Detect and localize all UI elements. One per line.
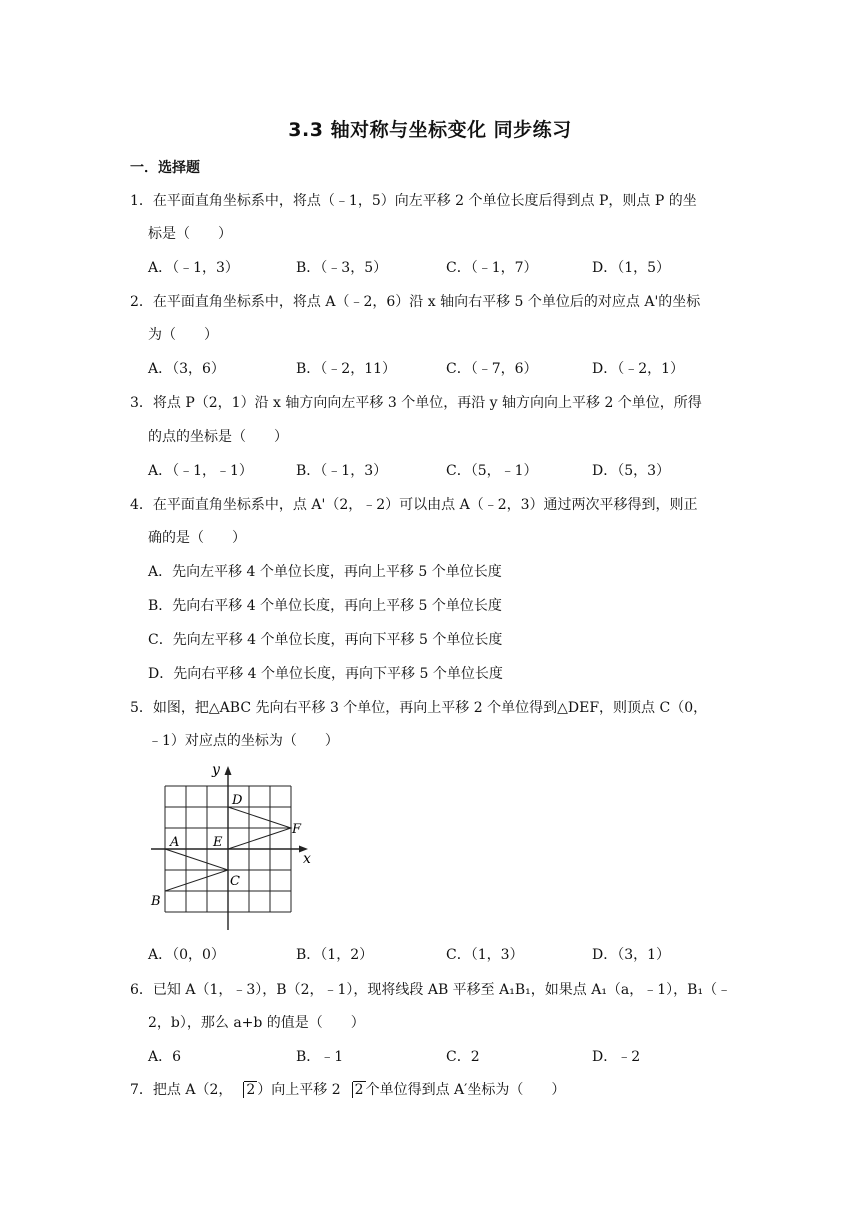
q4-option-c[interactable]: C．先向左平移 4 个单位长度，再向下平移 5 个单位长度	[148, 632, 503, 648]
point-d-label: D	[232, 793, 243, 808]
y-axis-arrow	[225, 766, 232, 775]
q3-option-b[interactable]: B．（﹣1，3）	[296, 463, 388, 479]
point-a-label: A	[170, 835, 180, 850]
q7-text-post: 个单位得到点 A′坐标为（ ）	[365, 1082, 566, 1098]
question-6-line-2: 2，b），那么 a+b 的值是（ ）	[148, 1015, 365, 1031]
question-3-line-1: 3．将点 P（2，1）沿 x 轴方向向左平移 3 个单位，再沿 y 轴方向向上平移 2 个单位，所得	[130, 395, 702, 411]
q5-option-b[interactable]: B．（1，2）	[296, 947, 374, 963]
q6-option-c[interactable]: C．2	[446, 1049, 480, 1065]
question-5-line-2: ﹣1）对应点的坐标为（ ）	[148, 733, 339, 749]
q7-text-pre: 7．把点 A（2，	[130, 1082, 233, 1098]
question-4-line-1: 4．在平面直角坐标系中，点 A'（2，﹣2）可以由点 A（﹣2，3）通过两次平移得到，则正	[130, 497, 698, 513]
q4-option-d[interactable]: D．先向右平移 4 个单位长度，再向下平移 5 个单位长度	[148, 666, 503, 682]
point-f-label: F	[292, 822, 302, 837]
q1-option-c[interactable]: C．（﹣1，7）	[446, 260, 538, 276]
page-title: 3.3 轴对称与坐标变化 同步练习	[288, 119, 572, 141]
point-e-label: E	[213, 835, 223, 850]
q7-radicand-1: 2	[246, 1082, 256, 1098]
question-6-line-1: 6．已知 A（1，﹣3），B（2，﹣1），现将线段 AB 平移至 A₁B₁，如果点 A₁（a，﹣1），B₁（﹣	[130, 982, 732, 998]
question-2-line-2: 为（ ）	[148, 327, 218, 343]
q5-option-d[interactable]: D．（3，1）	[592, 947, 671, 963]
question-1-line-2: 标是（ ）	[148, 226, 232, 242]
q1-option-a[interactable]: A．（﹣1，3）	[148, 260, 239, 276]
q2-option-d[interactable]: D．（﹣2，1）	[592, 361, 685, 377]
q4-option-a[interactable]: A．先向左平移 4 个单位长度，再向上平移 5 个单位长度	[148, 564, 502, 580]
coordinate-grid-figure	[148, 760, 323, 935]
q2-option-a[interactable]: A．（3，6）	[148, 361, 225, 377]
q3-option-d[interactable]: D．（5，3）	[592, 463, 671, 479]
q6-option-a[interactable]: A．6	[148, 1049, 182, 1065]
q1-option-d[interactable]: D．（1，5）	[592, 260, 671, 276]
section-heading: 一．选择题	[130, 160, 200, 176]
q7-radicand-2: 2	[354, 1082, 364, 1098]
q3-option-c[interactable]: C．（5，﹣1）	[446, 463, 538, 479]
q2-option-c[interactable]: C．（﹣7，6）	[446, 361, 538, 377]
question-2-line-1: 2．在平面直角坐标系中，将点 A（﹣2，6）沿 x 轴向右平移 5 个单位后的对应点 A'的坐标	[130, 294, 701, 310]
question-7-line-1	[130, 1080, 565, 1100]
q6-option-d[interactable]: D．﹣2	[592, 1049, 641, 1065]
q4-option-b[interactable]: B．先向右平移 4 个单位长度，再向上平移 5 个单位长度	[148, 598, 502, 614]
sqrt-symbol-2	[341, 1080, 366, 1100]
q7-text-mid: ）向上平移 2	[257, 1082, 341, 1098]
question-4-line-2: 确的是（ ）	[148, 530, 246, 546]
sqrt-symbol	[232, 1080, 257, 1100]
q2-option-b[interactable]: B．（﹣2，11）	[296, 361, 397, 377]
question-1-line-1: 1．在平面直角坐标系中，将点（﹣1，5）向左平移 2 个单位长度后得到点 P，则点 P 的坐	[130, 193, 697, 209]
q1-option-b[interactable]: B．（﹣3，5）	[296, 260, 388, 276]
point-b-label: B	[151, 894, 161, 909]
y-axis-label: y	[212, 762, 220, 778]
q5-option-a[interactable]: A．（0，0）	[148, 947, 225, 963]
question-5-line-1: 5．如图，把△ABC 先向右平移 3 个单位，再向上平移 2 个单位得到△DEF，则顶点 C（0，	[130, 700, 708, 716]
q3-option-a[interactable]: A．（﹣1，﹣1）	[148, 463, 253, 479]
question-3-line-2: 的点的坐标是（ ）	[148, 429, 288, 445]
q5-option-c[interactable]: C．（1，3）	[446, 947, 524, 963]
q6-option-b[interactable]: B．﹣1	[296, 1049, 344, 1065]
point-c-label: C	[230, 874, 240, 889]
x-axis-label: x	[303, 851, 311, 867]
